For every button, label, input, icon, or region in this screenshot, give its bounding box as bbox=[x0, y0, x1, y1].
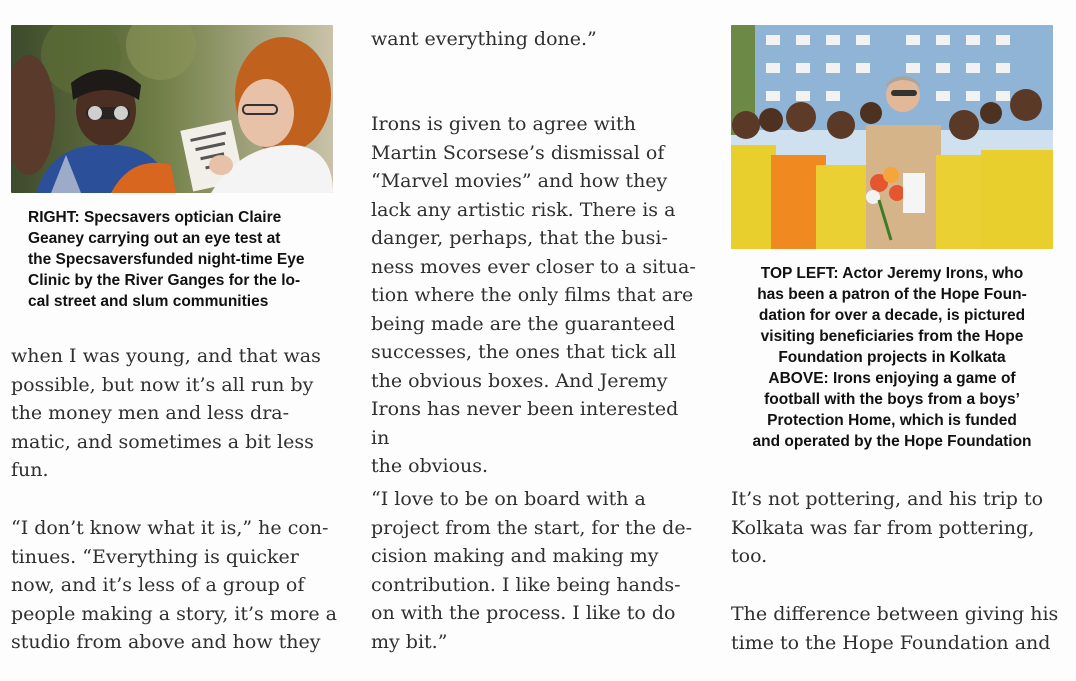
photo-caption-right: TOP LEFT: Actor Jeremy Irons, who has been a patron of the Hope Foun- dation for over a decade, is pictured visiting beneficiaries from the Hope Foundation projects in Kolkata ABOVE: Irons enjoying a game of football with the boys from a boys’ Protection Home, which is funded and operated by the Hope Foundation bbox=[752, 265, 1032, 450]
paragraph: “I don’t know what it is,” he con- tinues. “Everything is quicker now, and it’s less of a group of people making a story, it’s more a studio from above and how they bbox=[11, 517, 337, 653]
eye-test-illustration bbox=[11, 25, 333, 193]
paragraph: when I was young, and that was possible, but now it’s all run by the money men and less dra- matic, and sometimes a bit less fun. bbox=[11, 345, 321, 481]
football-team-illustration bbox=[731, 25, 1053, 249]
jeremy-irons-football-photo bbox=[731, 25, 1053, 249]
paragraph: It’s not pottering, and his trip to Kolkata was far from pottering, too. bbox=[731, 488, 1044, 567]
eye-test-photo bbox=[11, 25, 333, 193]
paragraph: “I love to be on board with a project from the start, for the de- cision making and making my contribution. I like being hands- on with the process. I like to do my bit.” bbox=[371, 488, 692, 653]
paragraph: The difference between giving his time to the Hope Foundation and bbox=[731, 603, 1059, 654]
paragraph: Irons is given to agree with Martin Scorsese’s dismissal of “Marvel movies” and how they lack any artistic risk. There is a danger, perhaps, that the busi- ness moves ever closer to a situa- tion where the only films that are being made are the guaranteed successes, the ones that tick all the obvious boxes. And Jeremy Irons has never been interested in the obvious. bbox=[371, 113, 696, 477]
paragraph: want everything done.” bbox=[371, 28, 597, 50]
photo-caption-left: RIGHT: Specsavers optician Claire Geaney carrying out an eye test at the Specsaversfunded night-time Eye Clinic by the River Ganges for the lo- cal street and slum communities bbox=[28, 209, 305, 310]
